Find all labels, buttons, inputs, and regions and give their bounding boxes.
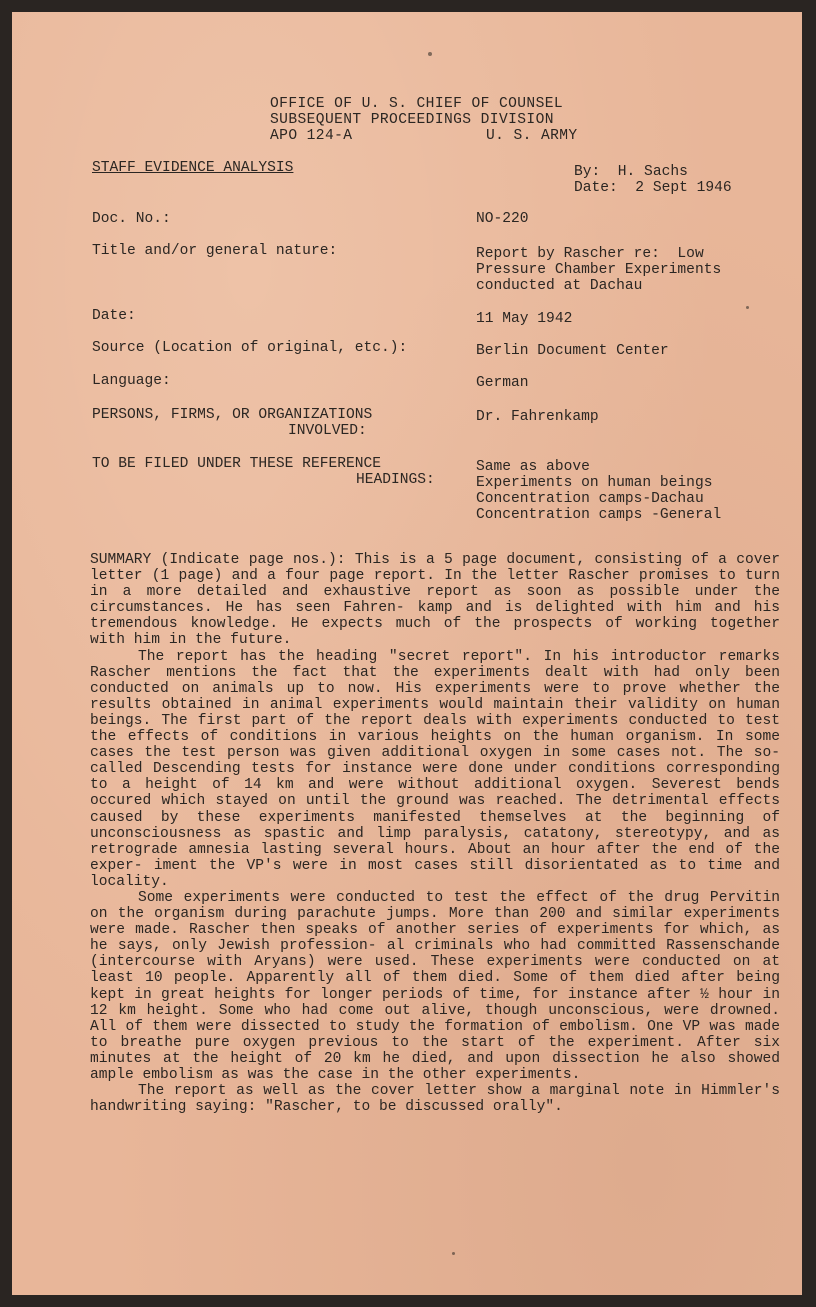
paper-speck [428,52,432,56]
header-army: U. S. ARMY [486,128,578,144]
persons-label: PERSONS, FIRMS, OR ORGANIZATIONS [92,407,373,423]
source-value: Berlin Document Center [476,343,669,359]
header-division-line: SUBSEQUENT PROCEEDINGS DIVISION [270,112,554,128]
title-value-line: Report by Rascher re: Low [476,246,704,262]
language-label: Language: [92,373,171,389]
analysis-title: STAFF EVIDENCE ANALYSIS [92,160,294,176]
filed-value-line: Concentration camps -General [476,507,722,523]
title-label: Title and/or general nature: [92,243,338,259]
paper-speck [746,306,749,309]
title-value-line: Pressure Chamber Experiments [476,262,722,278]
summary-paragraph: Some experiments were conducted to test the effect of the drug Pervitin on the organism during parachute jumps. More than 200 and similar experiments were made. Rascher then speaks of another series of experiments for which, as he says, only Jewish profession- al criminals who had committed Rassenschande (intercourse with Aryans) were used. These experiments were conducted on at least 10 people. Apparently all of them died. Some of them died after being kept in great heights for longer periods of time, for instance after ½ hour in 12 km height. Some who had come out alive, though unconscious, were drowned. All of them were dissected to study the formation of embolism. One VP was made to breathe pure oxygen previous to the start of the experiment. After six minutes at the height of 20 km he died, and upon dissection he also showed ample embolism as was the case in the other experiments. [90,889,780,1083]
header-office-line: OFFICE OF U. S. CHIEF OF COUNSEL [270,96,564,112]
summary-paragraph: The report as well as the cover letter show a marginal note in Himmler's handwriting saying: "Rascher, to be discussed orally". [90,1083,780,1116]
summary-section [90,552,780,1115]
header-apo: APO 124-A [270,128,353,144]
filed-label: TO BE FILED UNDER THESE REFERENCE [92,456,382,472]
doc-no-value: NO-220 [476,211,529,227]
date-label: Date: [92,308,136,324]
filed-value-line: Experiments on human beings [476,475,713,491]
persons-label-involved: INVOLVED: [288,423,367,439]
document-page [12,12,802,1295]
summary-paragraph: SUMMARY (Indicate page nos.): This is a 5 page document, consisting of a cover letter (1 page) and a four page report. In the letter Rascher promises to turn in a more detailed and exhaustive report as soon as possible under the circumstances. He has seen Fahren- kamp and is delighted with him and his tremendous knowledge. He expects much of the prospects of working together with him in the future. [90,552,780,649]
paper-speck [452,1252,455,1255]
filed-label-headings: HEADINGS: [356,472,435,488]
filed-value-line: Concentration camps-Dachau [476,491,704,507]
doc-no-label: Doc. No.: [92,211,171,227]
summary-paragraph: The report has the heading "secret report". In his introductor remarks Rascher mentions the fact that the experiments dealt with had only been conducted on animals up to now. His experiments were to prove whether the results obtained in animal experiments would maintain their validity on human beings. The first part of the report deals with experiments conducted to test the effects of conditions in various heights on the human organism. In some cases the test person was given additional oxygen in some cases not. The so-called Descending tests for instance were done under conditions corresponding to a height of 14 km and were without additional oxygen. Severest bends occured which stayed on until the ground was reached. The detrimental effects caused by these experiments manifested themselves at the beginning of unconsciousness as spastic and limp paralysis, catatony, stereotypy, and as retrograde amnesia lasting several hours. About an hour after the end of the exper- iment the VP's were in most cases still disorientated as to time and locality. [90,648,780,890]
persons-value: Dr. Fahrenkamp [476,409,599,425]
language-value: German [476,375,529,391]
analysis-date: Date: 2 Sept 1946 [574,180,732,196]
date-value: 11 May 1942 [476,311,573,327]
source-label: Source (Location of original, etc.): [92,340,408,356]
title-value-line: conducted at Dachau [476,278,643,294]
filed-value-line: Same as above [476,459,590,475]
analysis-author: By: H. Sachs [574,164,688,180]
